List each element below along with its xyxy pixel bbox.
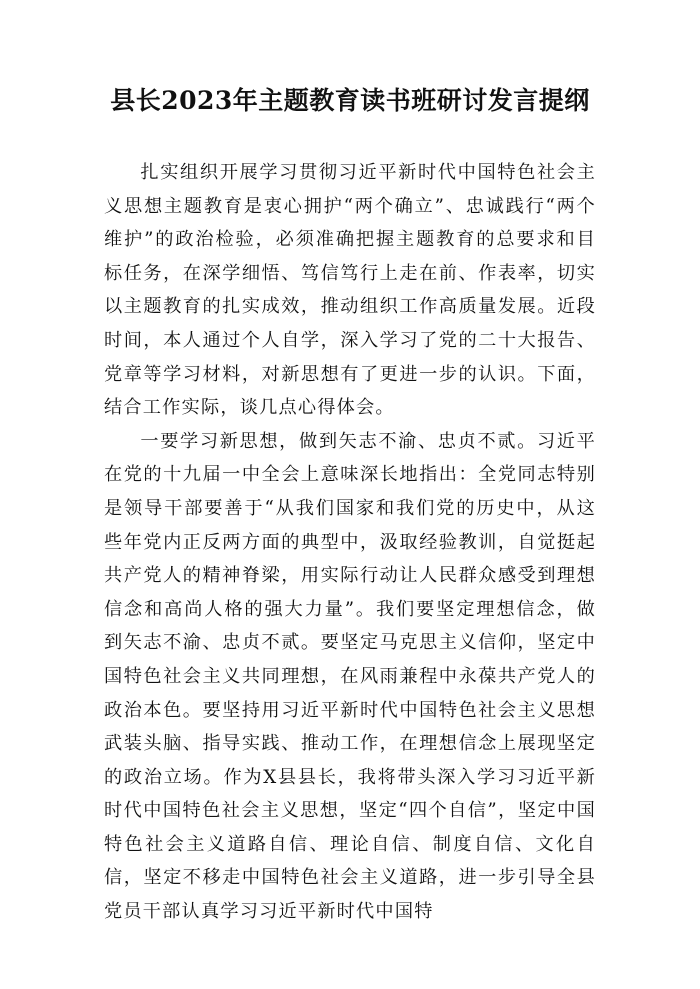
- paragraph-point-one: 一要学习新思想，做到矢志不渝、忠贞不贰。习近平在党的十九届一中全会上意味深长地指出：全党同志特别是领导干部要善于“从我们国家和我们党的历史中，从这些年党内正反两方面的典型中，汲取经验教训，自觉挺起共产党人的精神脊梁，用实际行动让人民群众感受到理想信念和高尚人格的强大力量”。我们要坚定理想信念，做到矢志不渝、忠贞不贰。要坚定马克思主义信仰，坚定中国特色社会主义共同理想，在风雨兼程中永葆共产党人的政治本色。要坚持用习近平新时代中国特色社会主义思想武装头脑、指导实践、推动工作，在理想信念上展现坚定的政治立场。作为X县县长，我将带头深入学习习近平新时代中国特色社会主义思想，坚定“四个自信”，坚定中国特色社会主义道路自信、理论自信、制度自信、文化自信，坚定不移走中国特色社会主义道路，进一步引导全县党员干部认真学习习近平新时代中国特: [104, 430, 596, 923]
- document-body: [104, 156, 596, 929]
- paragraph-intro: 扎实组织开展学习贯彻习近平新时代中国特色社会主义思想主题教育是衷心拥护“两个确立”、忠诚践行“两个维护”的政治检验，必须准确把握主题教育的总要求和目标任务，在深学细悟、笃信笃行上走在前、作表率，切实以主题教育的扎实成效，推动组织工作高质量发展。近段时间，本人通过个人自学，深入学习了党的二十大报告、党章等学习材料，对新思想有了更进一步的认识。下面，结合工作实际，谈几点心得体会。: [104, 162, 596, 419]
- document-title: 县长2023年主题教育读书班研讨发言提纲: [110, 86, 590, 115]
